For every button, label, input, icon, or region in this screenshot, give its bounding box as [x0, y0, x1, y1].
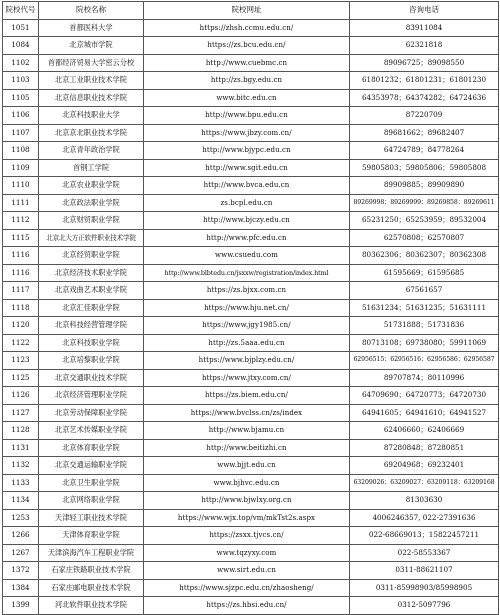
header-phone: 咨询电话	[350, 2, 499, 20]
table-row	[3, 142, 499, 160]
cell-website[interactable]: http://www.pfc.edu.cn	[144, 229, 350, 247]
cell-school-name: 北京京北职业技术学院	[39, 124, 144, 142]
header-row	[3, 2, 499, 20]
cell-website[interactable]: https://www.jbzy.com.cn/	[144, 124, 350, 142]
cell-website[interactable]: https://zs.biem.edu.cn/	[144, 387, 350, 405]
cell-code: 1266	[3, 527, 39, 545]
table-row	[3, 597, 499, 615]
cell-school-name: 北京科技经营管理学院	[39, 317, 144, 335]
table-row	[3, 457, 499, 475]
cell-school-name: 北京农业职业学院	[39, 177, 144, 195]
table-row	[3, 422, 499, 440]
cell-code: 1267	[3, 544, 39, 562]
table-row	[3, 89, 499, 107]
cell-website[interactable]: https://www.bjplzy.edu.cn/	[144, 352, 350, 370]
cell-school-name: 石家庄铁路职业技术学院	[39, 562, 144, 580]
cell-website[interactable]: https://www.jgy1985.cn/	[144, 317, 350, 335]
cell-phone: 81303630	[350, 492, 499, 510]
table-row	[3, 229, 499, 247]
cell-code: 1134	[3, 492, 39, 510]
cell-website[interactable]: www.bjjt.edu.cn	[144, 457, 350, 475]
cell-website[interactable]: http://www.beitizhi.cn	[144, 439, 350, 457]
cell-website[interactable]: http://www.bpu.edu.cn	[144, 107, 350, 125]
cell-website[interactable]: www.bjhvc.edu.cn	[144, 474, 350, 492]
cell-code: 1117	[3, 282, 39, 300]
table-row	[3, 352, 499, 370]
table-row	[3, 194, 499, 212]
cell-phone: 87220709	[350, 107, 499, 125]
cell-phone: 64709690；64720773；64720730	[350, 387, 499, 405]
cell-phone: 0312-5097796	[350, 597, 499, 615]
cell-phone: 89096725；89098550	[350, 54, 499, 72]
table-row	[3, 54, 499, 72]
cell-phone: 51631234；51631235；51631111	[350, 299, 499, 317]
cell-phone: 89681662；89682407	[350, 124, 499, 142]
cell-school-name: 北京政法职业学院	[39, 194, 144, 212]
cell-school-name: 天津轻工职业技术学院	[39, 509, 144, 527]
cell-phone: 4006246357, 022-27391636	[350, 509, 499, 527]
cell-school-name: 首都医科大学	[39, 19, 144, 37]
cell-website[interactable]: https://zs.bcu.edu.cn/	[144, 37, 350, 55]
cell-phone: 62321818	[350, 37, 499, 55]
cell-phone: 65231250；65253959；89532004	[350, 212, 499, 230]
cell-phone: 61801232；61801231；61801230	[350, 72, 499, 90]
cell-website[interactable]: https://www.bvclss.cn/zs/index	[144, 404, 350, 422]
cell-school-name: 北京经济管理职业学院	[39, 387, 144, 405]
table-row	[3, 264, 499, 282]
cell-code: 1253	[3, 509, 39, 527]
cell-website[interactable]: https://zs.hbsi.edu.cn/	[144, 597, 350, 615]
cell-phone: 80713108；69738080；59911069	[350, 334, 499, 352]
cell-phone: 64724789；84778264	[350, 142, 499, 160]
cell-code: 1112	[3, 212, 39, 230]
cell-website[interactable]: www.csuedu.com	[144, 247, 350, 265]
table-row	[3, 282, 499, 300]
cell-phone: 022-68669013；15822457211	[350, 527, 499, 545]
cell-code: 1106	[3, 107, 39, 125]
cell-code: 1102	[3, 54, 39, 72]
cell-website[interactable]: http://www.bjamu.cn	[144, 422, 350, 440]
cell-phone: 61595669；61595685	[350, 264, 499, 282]
cell-phone: 89707874；80110996	[350, 369, 499, 387]
cell-code: 1103	[3, 72, 39, 90]
table-row	[3, 509, 499, 527]
page	[0, 1, 500, 609]
table-row	[3, 544, 499, 562]
table-row	[3, 124, 499, 142]
cell-school-name: 北京戏曲艺术职业学院	[39, 282, 144, 300]
cell-school-name: 北京经贸职业学院	[39, 247, 144, 265]
table-row	[3, 387, 499, 405]
table-row	[3, 299, 499, 317]
cell-school-name: 首都经济贸易大学密云分校	[39, 54, 144, 72]
cell-website[interactable]: https://www.jtxy.com.cn/	[144, 369, 350, 387]
cell-phone: 69204968；69232401	[350, 457, 499, 475]
cell-code: 1399	[3, 597, 39, 615]
table-row	[3, 404, 499, 422]
cell-code: 1372	[3, 562, 39, 580]
cell-phone: 51731888；51731836	[350, 317, 499, 335]
table-row	[3, 37, 499, 55]
table-row	[3, 562, 499, 580]
cell-code: 1116	[3, 247, 39, 265]
cell-phone: 59805803；59805806；59805808	[350, 159, 499, 177]
cell-code: 1108	[3, 142, 39, 160]
cell-code: 1128	[3, 422, 39, 440]
cell-school-name: 北京网络职业学院	[39, 492, 144, 510]
table-row	[3, 212, 499, 230]
table-row	[3, 72, 499, 90]
cell-code: 1109	[3, 159, 39, 177]
cell-code: 1384	[3, 579, 39, 597]
table-row	[3, 19, 499, 37]
cell-website[interactable]: http://www.blbtedu.cn/jsxxw/registration/index.html	[144, 264, 350, 282]
cell-phone: 62956515；62956516；62956586；62956587	[350, 352, 499, 370]
cell-website[interactable]: http://www.bjypc.edu.cn	[144, 142, 350, 160]
cell-website[interactable]: www.bitc.edu.cn	[144, 89, 350, 107]
table-row	[3, 474, 499, 492]
cell-phone: 62570808；62570807	[350, 229, 499, 247]
header-name: 院校名称	[39, 2, 144, 20]
cell-code: 1127	[3, 404, 39, 422]
cell-website[interactable]: https://zs.bjxx.com.cn	[144, 282, 350, 300]
cell-school-name: 北京北大方正软件职业技术学院	[39, 229, 144, 247]
cell-phone: 64353978；64374282；64724636	[350, 89, 499, 107]
cell-website[interactable]: https://www.wjx.top/vm/mkTst2s.aspx	[144, 509, 350, 527]
cell-website[interactable]: https://www.hju.net.cn/	[144, 299, 350, 317]
cell-code: 1105	[3, 89, 39, 107]
table-row	[3, 492, 499, 510]
cell-school-name: 北京科技职业大学	[39, 107, 144, 125]
table-row	[3, 317, 499, 335]
cell-school-name: 北京城市学院	[39, 37, 144, 55]
cell-phone: 0311-85998903/85998905	[350, 579, 499, 597]
table-row	[3, 159, 499, 177]
table-row	[3, 247, 499, 265]
cell-code: 1116	[3, 264, 39, 282]
cell-code: 1123	[3, 352, 39, 370]
cell-code: 1084	[3, 37, 39, 55]
cell-website[interactable]: https://www.sjzpc.edu.cn/zhaosheng/	[144, 579, 350, 597]
cell-website[interactable]: http://zs.5aaa.edu.cn	[144, 334, 350, 352]
cell-school-name: 北京交通职业技术学院	[39, 369, 144, 387]
cell-school-name: 北京工业职业技术学院	[39, 72, 144, 90]
cell-phone: 89269998；89269999；89269858；89269611	[350, 194, 499, 212]
cell-phone: 62406660；62406669	[350, 422, 499, 440]
cell-code: 1133	[3, 474, 39, 492]
cell-school-name: 北京青年政治学院	[39, 142, 144, 160]
cell-website[interactable]: http://zs.bgy.edu.cn	[144, 72, 350, 90]
cell-code: 1126	[3, 387, 39, 405]
cell-phone: 87280848；87280851	[350, 439, 499, 457]
cell-website[interactable]: zs.bcpl.edu.cn	[144, 194, 350, 212]
cell-school-name: 首钢工学院	[39, 159, 144, 177]
cell-code: 1110	[3, 177, 39, 195]
cell-phone: 83911084	[350, 19, 499, 37]
cell-school-name: 北京科技职业学院	[39, 334, 144, 352]
cell-code: 1131	[3, 439, 39, 457]
cell-school-name: 北京培黎职业学院	[39, 352, 144, 370]
cell-website[interactable]: http://www.bjwlxy.org.cn	[144, 492, 350, 510]
cell-code: 1122	[3, 334, 39, 352]
cell-website[interactable]: www.tqzyxy.com	[144, 544, 350, 562]
cell-phone: 0311-88621107	[350, 562, 499, 580]
cell-code: 1118	[3, 299, 39, 317]
cell-phone: 022-58553367	[350, 544, 499, 562]
header-code: 院校代号	[3, 2, 39, 20]
cell-phone: 67561657	[350, 282, 499, 300]
table-row	[3, 177, 499, 195]
admissions-table	[2, 1, 499, 615]
cell-school-name: 北京交通运输职业学院	[39, 457, 144, 475]
cell-website[interactable]: http://www.sgit.edu.cn	[144, 159, 350, 177]
cell-school-name: 北京艺术传媒职业学院	[39, 422, 144, 440]
cell-website[interactable]: https://zsxx.tjvcs.cn/	[144, 527, 350, 545]
header-website: 院校网址	[144, 2, 350, 20]
table-row	[3, 369, 499, 387]
table-body	[3, 19, 499, 614]
cell-code: 1051	[3, 19, 39, 37]
cell-phone: 64941605；64941610；64941527	[350, 404, 499, 422]
cell-website[interactable]: www.sirt.edu.cn	[144, 562, 350, 580]
cell-code: 1132	[3, 457, 39, 475]
cell-school-name: 北京卫生职业学院	[39, 474, 144, 492]
cell-school-name: 北京经济技术职业学院	[39, 264, 144, 282]
table-row	[3, 527, 499, 545]
cell-school-name: 北京体育职业学院	[39, 439, 144, 457]
cell-website[interactable]: http://www.cuebmc.cn	[144, 54, 350, 72]
cell-code: 1125	[3, 369, 39, 387]
cell-school-name: 天津体育职业学院	[39, 527, 144, 545]
cell-school-name: 石家庄邮电职业技术学院	[39, 579, 144, 597]
cell-school-name: 北京汇佳职业学院	[39, 299, 144, 317]
cell-school-name: 河北软件职业技术学院	[39, 597, 144, 615]
cell-phone: 89909885；89909890	[350, 177, 499, 195]
table-row	[3, 107, 499, 125]
table-row	[3, 439, 499, 457]
cell-code: 1115	[3, 229, 39, 247]
table-row	[3, 334, 499, 352]
cell-website[interactable]: http://www.bjczy.edu.cn	[144, 212, 350, 230]
cell-code: 1107	[3, 124, 39, 142]
cell-phone: 63209026；63209027；63209118；63209168	[350, 474, 499, 492]
cell-phone: 80362306；80362307；80362308	[350, 247, 499, 265]
cell-school-name: 北京劳动保障职业学院	[39, 404, 144, 422]
cell-code: 1120	[3, 317, 39, 335]
cell-website[interactable]: http://www.bvca.edu.cn	[144, 177, 350, 195]
cell-code: 1111	[3, 194, 39, 212]
cell-school-name: 北京信息职业技术学院	[39, 89, 144, 107]
cell-school-name: 天津滨海汽车工程职业学院	[39, 544, 144, 562]
cell-school-name: 北京财贸职业学院	[39, 212, 144, 230]
cell-website[interactable]: https://zhsh.ccmu.edu.cn/	[144, 19, 350, 37]
